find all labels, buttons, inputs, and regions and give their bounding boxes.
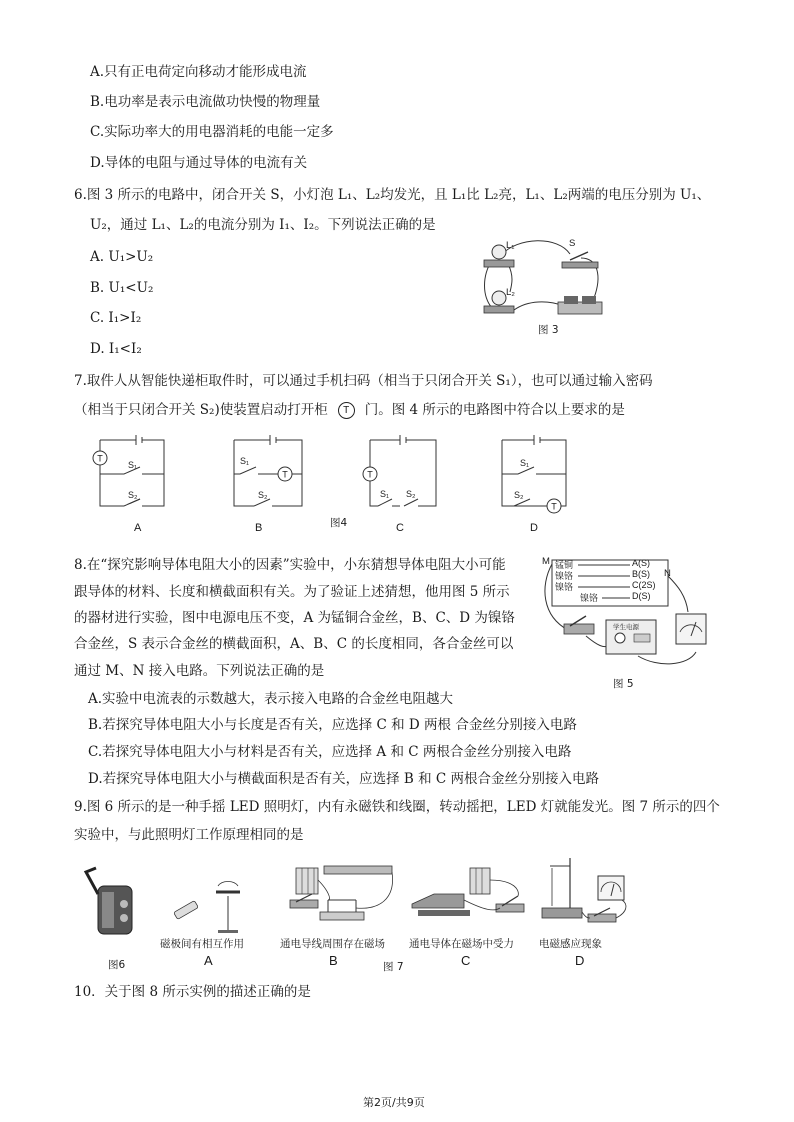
figure-5-wire-tag-a: A(S) (632, 558, 650, 568)
svg-text:T: T (367, 469, 373, 480)
q6-option-a: A. U₁>U₂ (90, 249, 154, 265)
figure-5-label-m: M (542, 556, 550, 567)
figure-5-power-label: 学生电源 (613, 624, 639, 631)
svg-text:T: T (551, 501, 557, 512)
svg-text:T: T (282, 469, 288, 480)
figure-5-wire-label-d: 镍铬 (580, 593, 599, 603)
figure-7-label-c: C (461, 953, 471, 968)
figure-4-circuit-c (360, 432, 446, 514)
figure-5-label-n: N (664, 568, 671, 579)
figure-4-circuit-a (88, 432, 174, 514)
q6-stem-line1: 6.图 3 所示的电路中，闭合开关 S，小灯泡 L₁、L₂均发光，且 L₁比 L₂亮，L₁、L₂两端的电压分别为 U₁、 (74, 187, 711, 203)
q7-stem-line1: 7.取件人从智能快递柜取件时，可以通过手机扫码（相当于只闭合开关 S₁），也可以通过输入密码 (74, 373, 653, 389)
q6-option-c: C. I₁>I₂ (90, 310, 142, 326)
figure-3-label-l1: L₁ (506, 240, 515, 251)
q5-option-c: C.实际功率大的用电器消耗的电能一定多 (90, 124, 334, 140)
figure-7-label-d: D (575, 953, 585, 968)
figure-4-label-d: D (530, 522, 538, 534)
svg-text:S₂: S₂ (514, 490, 524, 500)
figure-6-caption: 图6 (108, 959, 126, 971)
figure-5-wire-tag-d: D(S) (632, 591, 651, 601)
figure-7-caption-d: 电磁感应现象 (539, 938, 602, 950)
figure-7-label-a: A (204, 953, 213, 968)
q5-option-a: A.只有正电荷定向移动才能形成电流 (90, 64, 307, 80)
figure-7-caption-a: 磁极间有相互作用 (160, 938, 244, 950)
figure-4-label-a: A (134, 522, 142, 534)
q9-stem-line2: 实验中，与此照明灯工作原理相同的是 (74, 827, 304, 843)
figure-7-experiment-d (536, 852, 632, 932)
q6-option-d: D. I₁<I₂ (90, 341, 142, 357)
figure-7-caption: 图 7 (383, 961, 404, 973)
q6-option-b: B. U₁<U₂ (90, 280, 154, 296)
svg-text:S₂: S₂ (258, 490, 268, 500)
q8-stem-line5: 通过 M、N 接入电路。下列说法正确的是 (74, 663, 325, 679)
figure-3-circuit (478, 236, 608, 322)
q7-stem-line2-part2: 门。图 4 所示的电路图中符合以上要求的是 (364, 402, 625, 418)
q10-stem: 10．关于图 8 所示实例的描述正确的是 (74, 984, 311, 1000)
figure-5-wire-tag-c: C(2S) (632, 580, 656, 590)
svg-text:S₁: S₁ (520, 458, 530, 468)
svg-text:S₁: S₁ (128, 460, 138, 470)
page-number: 第2页/共9页 (363, 1096, 425, 1109)
figure-3-label-l2: L₂ (506, 287, 515, 298)
figure-5-wire-label-b: 镍铬 (555, 571, 574, 581)
q8-option-b: B.若探究导体电阻大小与长度是否有关，应选择 C 和 D 两根 合金丝分别接入电路 (88, 717, 577, 733)
figure-7-label-b: B (329, 953, 338, 968)
q7-stem-line2 (74, 401, 625, 419)
figure-4-circuit-b (226, 432, 312, 514)
figure-3-label-s: S (569, 238, 576, 249)
q8-stem-line2: 跟导体的材料、长度和横截面积有关。为了验证上述猜想，他用图 5 所示 (74, 584, 510, 600)
svg-text:S₁: S₁ (380, 489, 390, 499)
figure-4-label-c: C (396, 522, 404, 534)
figure-5-wire-label-c: 镍铬 (555, 582, 574, 592)
q8-stem-line3: 的器材进行实验，图中电源电压不变，A 为锰铜合金丝，B、C、D 为镍铬 (74, 610, 515, 626)
q8-option-d: D.若探究导体电阻大小与横截面积是否有关，应选择 B 和 C 两根合金丝分别接入电路 (88, 771, 600, 787)
svg-text:T: T (97, 453, 103, 464)
q9-stem-line1: 9.图 6 所示的是一种手摇 LED 照明灯，内有永磁铁和线圈，转动摇把，LED 灯就能发光。图 7 所示的四个 (74, 799, 720, 815)
figure-7-experiment-b (268, 860, 400, 932)
figure-5-wire-tag-b: B(S) (632, 569, 650, 579)
figure-5-caption: 图 5 (613, 678, 634, 690)
figure-7-caption-b: 通电导线周围存在磁场 (280, 938, 385, 950)
q8-stem-line4: 合金丝，S 表示合金丝的横截面积，A、B、C 的长度相同，各合金丝可以 (74, 636, 514, 652)
svg-text:S₂: S₂ (128, 490, 138, 500)
figure-5-wire-label-a: 锰铜 (555, 560, 574, 570)
figure-3-caption: 图 3 (538, 324, 559, 336)
figure-6-hand-crank-lamp (80, 864, 160, 944)
svg-text:S₂: S₂ (406, 489, 416, 499)
q6-stem-line2: U₂，通过 L₁、L₂的电流分别为 I₁、I₂。下列说法正确的是 (90, 217, 436, 233)
figure-7-experiment-c (404, 860, 534, 932)
figure-4-label-b: B (255, 522, 263, 534)
figure-7-experiment-a (170, 878, 250, 934)
q5-option-b: B.电功率是表示电流做功快慢的物理量 (90, 94, 321, 110)
motor-symbol-icon: T (338, 402, 355, 419)
figure-7-caption-c: 通电导体在磁场中受力 (409, 938, 514, 950)
svg-text:S₁: S₁ (240, 456, 250, 466)
q8-option-c: C.若探究导体电阻大小与材料是否有关，应选择 A 和 C 两根合金丝分别接入电路 (88, 744, 572, 760)
figure-4-circuit-d (494, 432, 580, 514)
figure-4-caption: 图4 (330, 517, 348, 529)
q7-stem-line2-part1: （相当于只闭合开关 S₂)使装置启动打开柜 (74, 402, 328, 418)
q8-option-a: A.实验中电流表的示数越大，表示接入电路的合金丝电阻越大 (88, 691, 454, 707)
q8-stem-line1: 8.在“探究影响导体电阻大小的因素”实验中，小东猜想导体电阻大小可能 (74, 557, 506, 573)
q5-option-d: D.导体的电阻与通过导体的电流有关 (90, 155, 308, 171)
